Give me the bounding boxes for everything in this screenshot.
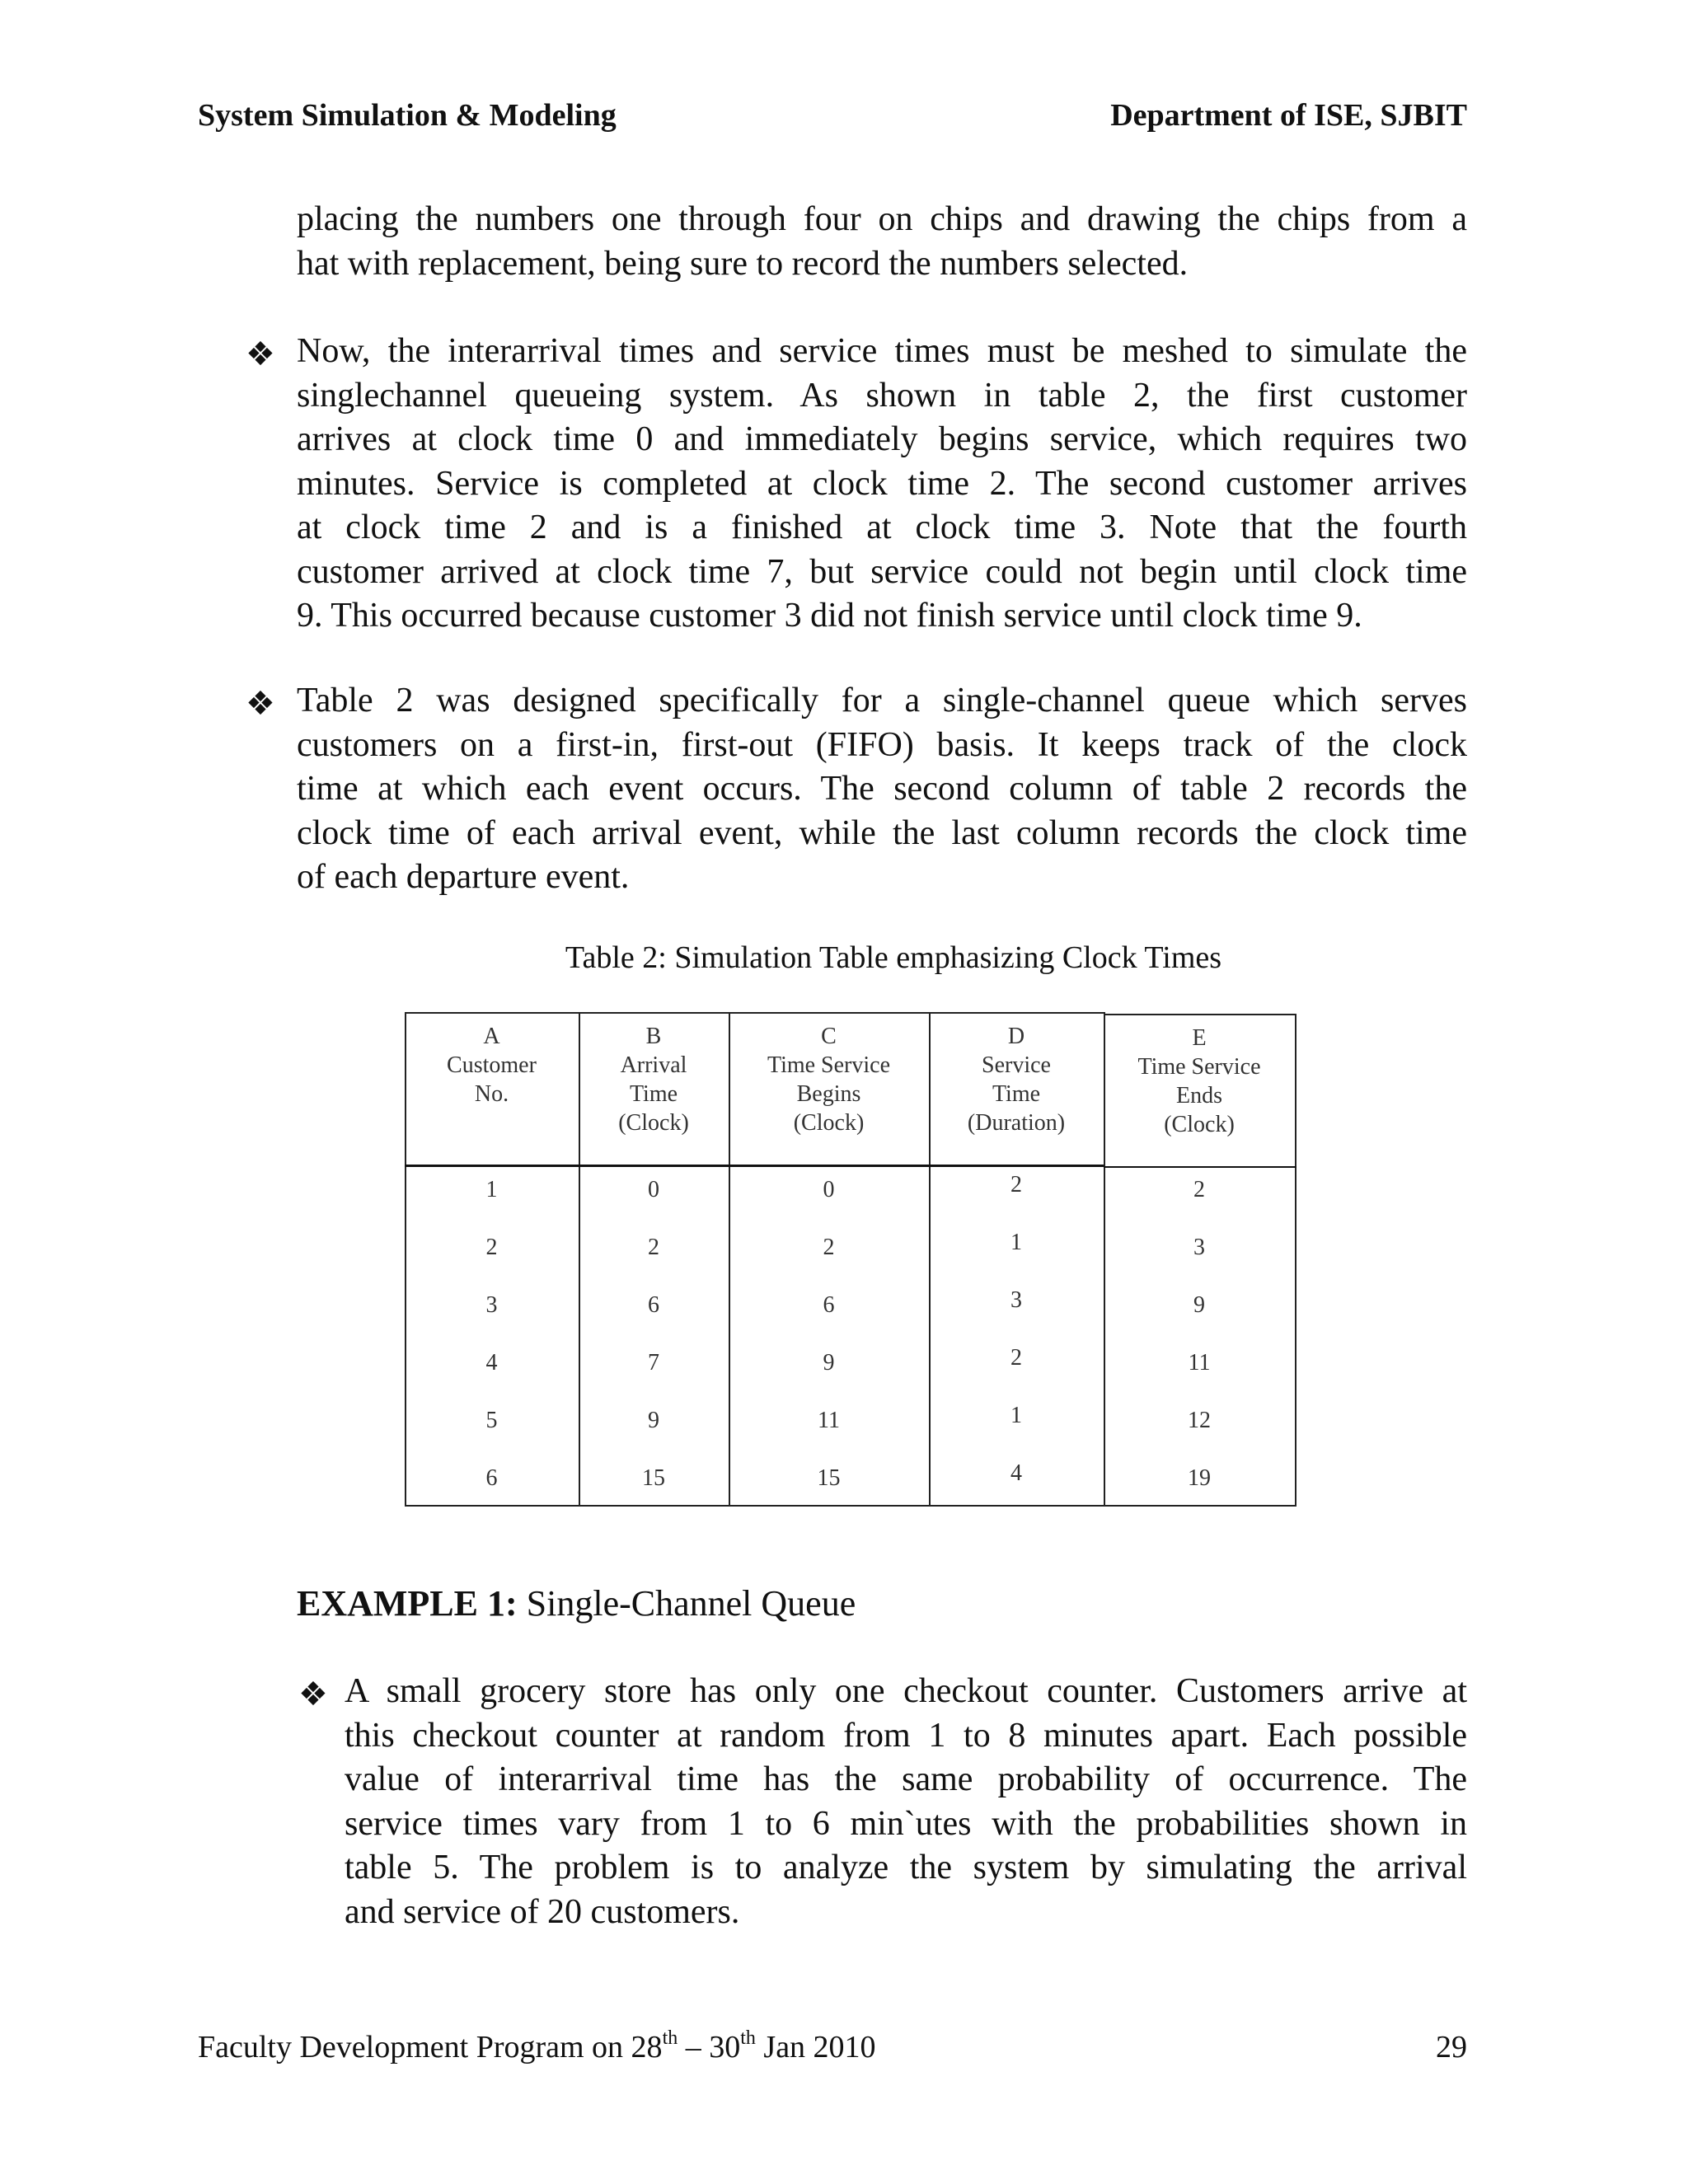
column-header-line: Time Service (1137, 1054, 1261, 1080)
text-line: and service of 20 customers. (345, 1892, 740, 1931)
table-cell: 15 (817, 1465, 841, 1491)
column-header (405, 1022, 579, 1108)
simulation-table (405, 1012, 1295, 1507)
footer-superscript: th (740, 2027, 756, 2049)
table-cell: 0 (823, 1177, 835, 1202)
footer-text: – 30 (678, 2030, 741, 2064)
column-header-line: (Clock) (618, 1110, 689, 1136)
table-cell: 2 (485, 1235, 498, 1260)
column-header-line: Time (992, 1081, 1041, 1107)
column-header-line: No. (474, 1081, 509, 1107)
text-line: singlechannel queueing system. As shown in table 2, the first customer (297, 376, 1467, 415)
table-cell: 12 (1188, 1408, 1211, 1433)
column-header-line: D (1007, 1024, 1025, 1049)
table-cell: 4 (485, 1350, 498, 1376)
text-line: placing the numbers one through four on chips and drawing the chips from a (297, 200, 1467, 238)
column-header-line: (Duration) (967, 1110, 1066, 1136)
text-line: clock time of each arrival event, while the last column records the clock time (297, 813, 1467, 852)
bullet-paragraph-meshing (297, 330, 1467, 639)
table-cell: 3 (1010, 1287, 1022, 1313)
table-cell: 9 (1193, 1292, 1205, 1318)
table-cell: 6 (823, 1292, 835, 1318)
bullet-paragraph-table-design (297, 679, 1467, 900)
header-separator (405, 1165, 1104, 1167)
page-footer (198, 2029, 1467, 2065)
text-line: 9. This occurred because customer 3 did not finish service until clock time 9. (297, 597, 1362, 635)
text-line: time at which each event occurs. The second column of table 2 records the (297, 770, 1467, 808)
continuation-paragraph (297, 198, 1467, 286)
column-header (929, 1022, 1104, 1137)
table-cell: 1 (1010, 1403, 1022, 1428)
course-title: System Simulation & Modeling (198, 98, 617, 133)
bullet-icon: ❖ (246, 335, 275, 373)
column-header-line: C (821, 1024, 837, 1049)
page-number: 29 (1436, 2030, 1467, 2064)
example-paragraph (345, 1670, 1467, 1934)
text-line: of each departure event. (297, 858, 630, 896)
header-separator (1104, 1166, 1296, 1168)
column-header-line: B (645, 1024, 662, 1049)
table-cell: 9 (648, 1408, 659, 1433)
column-header-line: (Clock) (1164, 1112, 1235, 1137)
text-line: this checkout counter at random from 1 to 8 minutes apart. Each possible (345, 1716, 1467, 1755)
text-line: value of interarrival time has the same probability of occurrence. The (345, 1760, 1467, 1798)
column-header-line: A (483, 1024, 500, 1049)
column-header-line: Arrival (620, 1052, 687, 1078)
table-cell: 2 (1010, 1172, 1022, 1197)
column-header (1104, 1024, 1295, 1139)
text-line: Now, the interarrival times and service times must be meshed to simulate the (297, 332, 1467, 370)
table-cell: 3 (485, 1292, 498, 1318)
bullet-icon: ❖ (246, 685, 275, 723)
table-cell: 2 (648, 1235, 659, 1260)
text-line: minutes. Service is completed at clock time 2. The second customer arrives (297, 464, 1467, 503)
column-header-line: Ends (1176, 1083, 1222, 1108)
column-header-line: Customer (447, 1052, 537, 1078)
column-header (579, 1022, 729, 1137)
text-line: service times vary from 1 to 6 min`utes with the probabilities shown in (345, 1804, 1467, 1843)
text-line: at clock time 2 and is a finished at clock time 3. Note that the fourth (297, 509, 1467, 546)
bullet-icon: ❖ (298, 1675, 328, 1713)
column-header (729, 1022, 929, 1137)
table-cell: 11 (1188, 1350, 1211, 1376)
table-cell: 9 (823, 1350, 835, 1376)
table-cell: 7 (648, 1350, 659, 1376)
table-cell: 2 (823, 1235, 835, 1260)
table-cell: 15 (642, 1465, 665, 1491)
table-cell: 5 (485, 1408, 498, 1433)
column-header-line: Time (629, 1081, 678, 1107)
table-cell: 6 (485, 1465, 498, 1491)
text-line: table 5. The problem is to analyze the system by simulating the arrival (345, 1849, 1467, 1886)
text-line: A small grocery store has only one checkout counter. Customers arrive at (345, 1672, 1467, 1710)
text-line: arrives at clock time 0 and immediately begins service, which requires two (297, 420, 1467, 458)
table-cell: 1 (1010, 1230, 1022, 1255)
table-cell: 1 (485, 1177, 498, 1202)
column-header-line: (Clock) (793, 1110, 865, 1136)
table-cell: 11 (818, 1408, 840, 1433)
example-label: EXAMPLE 1: (297, 1583, 518, 1624)
text-line: hat with replacement, being sure to record the numbers selected. (297, 244, 1189, 283)
example-title (297, 1582, 856, 1624)
text-line: customers on a first-in, first-out (FIFO) basis. It keeps track of the clock (297, 725, 1467, 764)
table-cell: 2 (1010, 1345, 1022, 1371)
text-line: Table 2 was designed specifically for a single-channel queue which serves (297, 682, 1467, 719)
footer-superscript: th (662, 2027, 678, 2049)
table-cell: 3 (1193, 1235, 1205, 1260)
footer-program (198, 2027, 876, 2064)
column-header-line: Time Service (767, 1052, 891, 1078)
page-header (198, 97, 1467, 138)
table-cell: 6 (648, 1292, 659, 1318)
table-cell: 0 (648, 1177, 659, 1202)
table-caption: Table 2: Simulation Table emphasizing Clock Times (565, 940, 1222, 975)
column-header-line: Service (982, 1052, 1051, 1078)
department-name: Department of ISE, SJBIT (1110, 98, 1467, 133)
footer-text: Faculty Development Program on 28 (198, 2030, 663, 2064)
table-cell: 2 (1193, 1177, 1205, 1202)
column-header-line: Begins (796, 1081, 861, 1107)
text-line: customer arrived at clock time 7, but service could not begin until clock time (297, 552, 1467, 591)
table-cell: 19 (1188, 1465, 1211, 1491)
footer-text: Jan 2010 (755, 2030, 876, 2064)
column-header-line: E (1192, 1025, 1207, 1051)
table-cell: 4 (1010, 1460, 1022, 1486)
example-subtitle: Single-Channel Queue (517, 1583, 856, 1624)
